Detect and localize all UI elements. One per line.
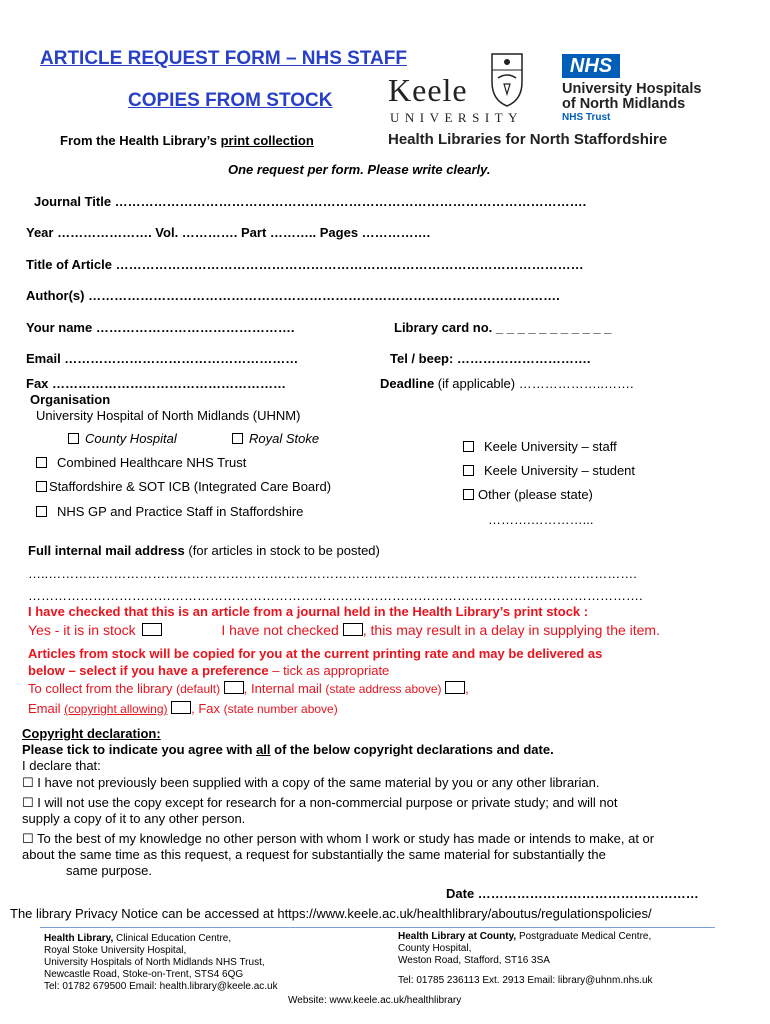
internal-mail-heading: Full internal mail address (for articles in stock to be posted): [28, 543, 380, 558]
delivery-options-row-2: Email (copyright allowing) , Fax (state number above): [28, 701, 338, 716]
yes-in-stock-checkbox[interactable]: [142, 623, 162, 636]
declaration-3-cont: about the same time as this request, a request for substantially the same material for substantially the: [22, 847, 606, 862]
declaration-3[interactable]: ☐ To the best of my knowledge no other person with whom I work or study has made or intends to make, at or: [22, 831, 655, 846]
authors-field[interactable]: Author(s) ……………………………………………………………………………………………….: [26, 288, 560, 303]
email-delivery-checkbox[interactable]: [171, 701, 191, 714]
keele-crest-icon: [490, 52, 524, 108]
footer-divider: [40, 927, 715, 928]
collection-note: From the Health Library’s print collection: [60, 133, 314, 148]
delivery-line-1: Articles from stock will be copied for you at the current printing rate and may be delivered as: [28, 646, 603, 661]
your-name-field[interactable]: Your name ……………………………………….: [26, 320, 295, 335]
stock-check-options: Yes - it is in stock I have not checked , this may result in a delay in supplying the item.: [28, 622, 660, 638]
footer-website[interactable]: Website: www.keele.ac.uk/healthlibrary: [288, 995, 462, 1006]
declaration-1[interactable]: ☐ I have not previously been supplied with a copy of the same material by you or any other librarian.: [22, 775, 600, 790]
combined-healthcare-option[interactable]: Combined Healthcare NHS Trust: [36, 455, 246, 470]
mail-address-line-2[interactable]: …………………………………………………………………………………………………………………………….: [28, 588, 643, 603]
uhnm-logo: [562, 54, 722, 124]
other-option[interactable]: Other (please state): [463, 487, 593, 502]
gp-option[interactable]: NHS GP and Practice Staff in Staffordshire: [36, 504, 303, 519]
not-checked-checkbox[interactable]: [343, 623, 363, 636]
keele-staff-checkbox[interactable]: [463, 441, 474, 452]
other-checkbox[interactable]: [463, 489, 474, 500]
mail-address-line-1[interactable]: …..……………………………………………………………………………………………………………………….: [28, 566, 637, 581]
declaration-2-cont: supply a copy of it to any other person.: [22, 811, 246, 826]
declaration-2[interactable]: ☐ I will not use the copy except for research for a non-commercial purpose or private study; and will not: [22, 795, 618, 810]
fax-field[interactable]: Fax ………………………………………………: [26, 376, 287, 391]
collect-checkbox[interactable]: [224, 681, 244, 694]
combined-healthcare-checkbox[interactable]: [36, 457, 47, 468]
uhnm-name-line1: University Hospitals: [562, 81, 702, 97]
keele-logo: [388, 48, 548, 128]
tel-beep-field[interactable]: Tel / beep: ………………………….: [390, 351, 591, 366]
privacy-notice: The library Privacy Notice can be accessed at https://www.keele.ac.uk/healthlibrary/aboutus/regulationspolicies/: [10, 906, 652, 921]
journal-title-field[interactable]: Journal Title ……………………………………………………………………………………………….: [34, 194, 587, 209]
other-state-field[interactable]: ……….…………...: [488, 512, 594, 527]
year-vol-part-pages-field[interactable]: Year …………………. Vol. …………. Part ……….. Pages …………….: [26, 225, 431, 240]
declare-label: I declare that:: [22, 758, 101, 773]
keele-student-checkbox[interactable]: [463, 465, 474, 476]
uhnm-name-line2: of North Midlands: [562, 96, 686, 112]
copyright-instruction: Please tick to indicate you agree with all of the below copyright declarations and date.: [22, 742, 554, 757]
nhs-badge: NHS: [562, 54, 620, 78]
date-field[interactable]: Date ……………………………………………: [446, 886, 699, 901]
stock-check-statement: I have checked that this is an article from a journal held in the Health Library’s print stock :: [28, 604, 589, 619]
keele-university-text: UNIVERSITY: [390, 110, 523, 125]
county-hospital-checkbox[interactable]: [68, 433, 79, 444]
gp-checkbox[interactable]: [36, 506, 47, 517]
keele-staff-option[interactable]: Keele University – staff: [463, 439, 617, 454]
copyright-heading: Copyright declaration:: [22, 726, 161, 741]
deadline-field[interactable]: Deadline (if applicable) ………………..…….: [380, 376, 634, 391]
royal-stoke-checkbox[interactable]: [232, 433, 243, 444]
footer-royal-stoke: Health Library, Clinical Education Centre, Royal Stoke University Hospital, University Hospitals of North Midlands NHS Trust, Newcastle Road, Stoke-on-Trent, STS4 6QG Tel: 01782 679500 Email: health.library@keele.ac.uk: [44, 933, 278, 992]
internal-mail-checkbox[interactable]: [445, 681, 465, 694]
email-field[interactable]: Email ………………………………………………: [26, 351, 299, 366]
icb-checkbox[interactable]: [36, 481, 47, 492]
uhnm-label: University Hospital of North Midlands (UHNM): [36, 408, 301, 423]
form-title: ARTICLE REQUEST FORM – NHS STAFF: [40, 48, 407, 69]
article-title-field[interactable]: Title of Article ………………………………………………………………………………………………: [26, 257, 584, 272]
uhnm-trust: NHS Trust: [562, 112, 611, 123]
library-card-field[interactable]: Library card no. _ _ _ _ _ _ _ _ _ _ _: [394, 320, 612, 335]
county-hospital-option[interactable]: County Hospital: [68, 431, 177, 446]
health-libraries-name: Health Libraries for North Staffordshire: [388, 131, 668, 148]
form-subtitle: COPIES FROM STOCK: [128, 90, 333, 111]
declaration-3-end: same purpose.: [66, 863, 152, 878]
keele-student-option[interactable]: Keele University – student: [463, 463, 635, 478]
organisation-heading: Organisation: [30, 392, 111, 407]
keele-wordmark: Keele: [388, 72, 468, 108]
royal-stoke-option[interactable]: Royal Stoke: [232, 431, 319, 446]
delivery-line-2: below – select if you have a preference – tick as appropriate: [28, 663, 390, 678]
footer-county: Health Library at County, Postgraduate Medical Centre, County Hospital, Weston Road, Stafford, ST16 3SA Tel: 01785 236113 Ext. 2913 Email: library@uhnm.nhs.uk: [398, 931, 653, 986]
form-instruction: One request per form. Please write clearly.: [228, 162, 491, 177]
delivery-options-row-1: To collect from the library (default) , Internal mail (state address above) ,: [28, 681, 469, 696]
icb-option[interactable]: Staffordshire & SOT ICB (Integrated Care Board): [36, 479, 331, 494]
